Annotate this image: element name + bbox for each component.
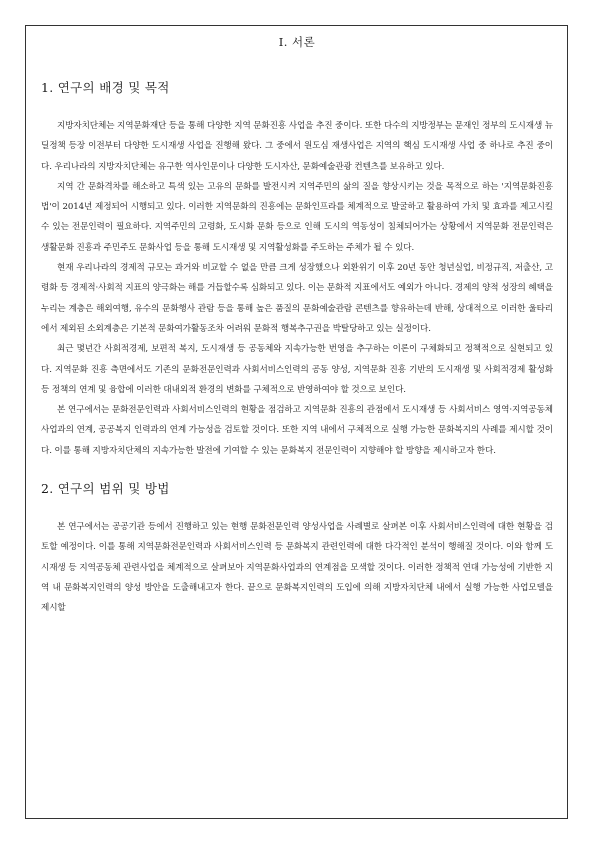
paragraph: 최근 몇년간 사회적경제, 보편적 복지, 도시재생 등 공동체와 지속가능한 번영을 추구하는 이론이 구체화되고 정책적으로 실현되고 있다. 지역문화 진흥 측면에서도 기존의 문화전문인력과 사회서비스인력의 공동 양성, 지역문화 진흥 기반의 도시재생 및 사회적경제 활성화 등 정책의 연계 및 융합에 이러한 대내외적 환경의 변화를 구체적으로 반영하여야 할 것으로 보인다. bbox=[41, 344, 553, 395]
section-heading-scope: 2. 연구의 범위 및 방법 bbox=[41, 481, 170, 497]
paragraph: 현재 우리나라의 경제적 규모는 과거와 비교할 수 없을 만큼 크게 성장했으나 외환위기 이후 20년 동안 청년실업, 비정규직, 저출산, 고령화 등 경제적·사회적 지표의 양극화는 해를 거듭할수록 심화되고 있다. 이는 문화적 지표에서도 예외가 아니다. 경제의 양적 성장의 혜택을 누리는 계층은 해외여행, 유수의 문화행사 관람 등을 통해 높은 품질의 문화예술관람 콘텐츠를 향유하는데 반해, 상대적으로 이러한 울타리에서 제외된 소외계층은 기본적 문화여가활동조차 어려워 문화적 행복추구권을 박탈당하고 있는 실정이다. bbox=[41, 263, 553, 334]
section-heading-background: 1. 연구의 배경 및 목적 bbox=[41, 80, 170, 95]
paragraph: 지방자치단체는 지역문화재단 등을 통해 다양한 지역 문화진흥 사업을 추진 중이다. 또한 다수의 지방정부는 문재인 정부의 도시재생 뉴딜정책 등장 이전부터 다양한 도시재생 사업을 진행해 왔다. 그 중에서 원도심 재생사업은 지역의 핵심 도시재생 사업 중 하나로 추진 중이다. 우리나라의 지방자치단체는 유구한 역사인문이나 다양한 도시자산, 문화예술관광 컨텐츠를 보유하고 있다. bbox=[41, 121, 553, 172]
paragraph: 본 연구에서는 문화전문인력과 사회서비스인력의 현황을 점검하고 지역문화 진흥의 관점에서 도시재생 등 사회서비스 영역·지역공동체사업과의 연계, 공공복지 인력과의 연계 가능성을 검토할 것이다. 또한 지역 내에서 구체적으로 실행 가능한 문화복지의 사례를 제시할 것이다. 이를 통해 지방자치단체의 지속가능한 발전에 기여할 수 있는 문화복지 전문인력이 지향해야 할 방향을 제시하고자 한다. bbox=[41, 405, 553, 456]
chapter-title: Ⅰ. 서론 bbox=[278, 35, 316, 49]
paragraph: 본 연구에서는 공공기관 등에서 진행하고 있는 현행 문화전문인력 양성사업을 사례별로 살펴본 이후 사회서비스인력에 대한 현황을 검토할 예정이다. 이를 통해 지역문화전문인력과 사회서비스인력 등 문화복지 관련인력에 대한 다각적인 분석이 행해질 것이다. 이와 함께 도시재생 등 지역공동체 관련사업을 체계적으로 살펴보아 지역문화사업과의 연계점을 모색할 것이다. 이러한 정책적 연대 가능성에 기반한 지역 내 문화복지인력의 양성 방안을 도출해내고자 한다. 끝으로 문화복지인력의 도입에 의해 지방자치단체 내에서 실행 가능한 사업모델을 제시할 bbox=[41, 522, 553, 614]
document-body bbox=[41, 34, 553, 619]
paragraph: 지역 간 문화격차를 해소하고 특색 있는 고유의 문화를 발전시켜 지역주민의 삶의 질을 향상시키는 것을 목적으로 하는 '지역문화진흥법'이 2014년 제정되어 시행되고 있다. 이러한 지역문화의 진흥에는 문화인프라를 체계적으로 발굴하고 활용하여 가치 및 효과를 제고시킬 수 있는 전문인력이 필요하다. 지역주민의 고령화, 도시화 문화 등으로 인해 도시의 역동성이 침체되어가는 상황에서 지역문화 전문인력은 생활문화 진흥과 주민주도 문화사업 등을 통해 도시재생 및 지역활성화를 주도하는 주체가 될 수 있다. bbox=[41, 181, 553, 253]
